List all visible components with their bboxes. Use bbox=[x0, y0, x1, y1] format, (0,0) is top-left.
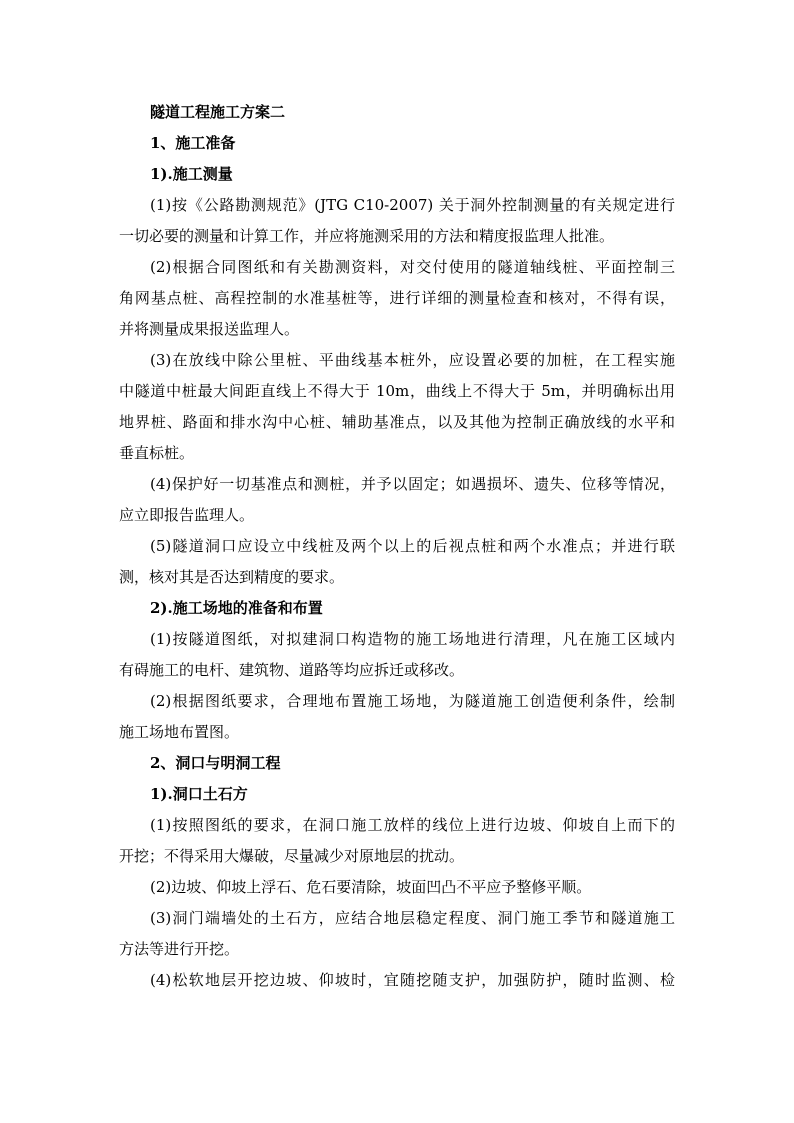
paragraph-survey-4 bbox=[119, 469, 675, 531]
paragraph-survey-1 bbox=[119, 190, 675, 252]
text-line: 测，核对其是否达到精度的要求。 bbox=[119, 568, 345, 586]
text-line: (2)根据图纸要求，合理地布置施工场地，为隧道施工创造便利条件，绘制 bbox=[150, 692, 675, 710]
text-line: (2)根据合同图纸和有关勘测资料，对交付使用的隧道轴线桩、平面控制三 bbox=[150, 258, 675, 276]
paragraph-site-2 bbox=[119, 686, 675, 748]
text-line: (4)松软地层开挖边坡、仰坡时，宜随挖随支护，加强防护，随时监测、检 bbox=[150, 971, 675, 989]
text-line: (1)按隧道图纸，对拟建洞口构造物的施工场地进行清理，凡在施工区域内 bbox=[150, 630, 675, 648]
text-line: (4)保护好一切基准点和测桩，并予以固定；如遇损坏、遗失、位移等情况， bbox=[150, 475, 675, 493]
text-line: 应立即报告监理人。 bbox=[119, 506, 255, 524]
text-line: (1)按《公路勘测规范》(JTG C10-2007) 关于洞外控制测量的有关规定进行 bbox=[150, 196, 675, 214]
text-line: (3)洞门端墙处的土石方，应结合地层稳定程度、洞门施工季节和隧道施工 bbox=[150, 909, 675, 927]
text-line: (1)按照图纸的要求，在洞口施工放样的线位上进行边坡、仰坡自上而下的 bbox=[150, 816, 675, 834]
text-line: 垂直标桩。 bbox=[119, 444, 195, 462]
paragraph-earthwork-1 bbox=[119, 810, 675, 872]
text-line: 方法等进行开挖。 bbox=[119, 940, 240, 958]
text-line: 施工场地布置图。 bbox=[119, 723, 240, 741]
text-line: 一切必要的测量和计算工作，并应将施测采用的方法和精度报监理人批准。 bbox=[119, 227, 615, 245]
document-title: 隧道工程施工方案二 bbox=[150, 103, 286, 121]
paragraph-survey-5 bbox=[119, 531, 675, 593]
paragraph-earthwork-4 bbox=[119, 965, 675, 996]
text-line: 并将测量成果报送监理人。 bbox=[119, 320, 300, 338]
paragraph-earthwork-2 bbox=[119, 872, 675, 903]
text-line: 角网基点桩、高程控制的水准基桩等，进行详细的测量检查和核对，不得有误， bbox=[119, 289, 675, 307]
text-line: (5)隧道洞口应设立中线桩及两个以上的后视点桩和两个水准点；并进行联 bbox=[150, 537, 675, 555]
text-line: (2)边坡、仰坡上浮石、危石要清除，坡面凹凸不平应予整修平顺。 bbox=[150, 878, 592, 896]
text-line: (3)在放线中除公里桩、平曲线基本桩外，应设置必要的加桩，在工程实施 bbox=[150, 351, 675, 369]
section-2-heading: 2、洞口与明洞工程 bbox=[150, 754, 281, 772]
text-line: 地界桩、路面和排水沟中心桩、辅助基准点，以及其他为控制正确放线的水平和 bbox=[119, 413, 675, 431]
subsection-1-1-heading: 1).施工测量 bbox=[150, 165, 233, 183]
paragraph-site-1 bbox=[119, 624, 675, 686]
subsection-1-2-heading: 2).施工场地的准备和布置 bbox=[150, 599, 323, 617]
paragraph-earthwork-3 bbox=[119, 903, 675, 965]
subsection-2-1-heading: 1).洞口土石方 bbox=[150, 785, 248, 803]
paragraph-survey-2 bbox=[119, 252, 675, 345]
text-line: 有碍施工的电杆、建筑物、道路等均应拆迁或移改。 bbox=[119, 661, 465, 679]
section-1-heading: 1、施工准备 bbox=[150, 134, 236, 152]
text-line: 开挖；不得采用大爆破，尽量减少对原地层的扰动。 bbox=[119, 847, 465, 865]
document-page bbox=[119, 97, 675, 996]
text-line: 中隧道中桩最大间距直线上不得大于 10m，曲线上不得大于 5m，并明确标出用 bbox=[119, 382, 675, 400]
paragraph-survey-3 bbox=[119, 345, 675, 469]
